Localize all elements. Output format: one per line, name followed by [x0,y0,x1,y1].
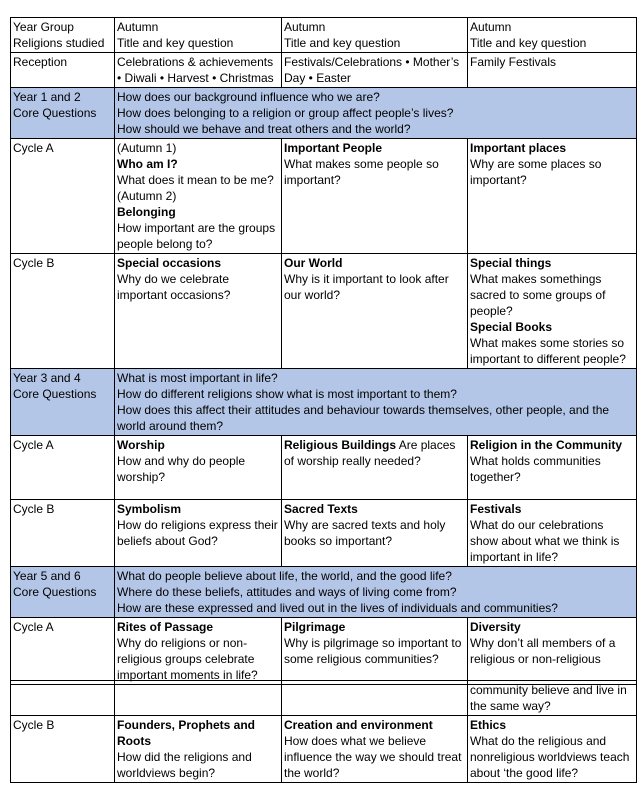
term-note: (Autumn 1) [117,141,177,155]
y56-cycle-a-col-3 [468,618,637,685]
core-question: How are these expressed and lived out in the lives of individuals and communities? [117,601,558,615]
y34-cycle-b-col-2 [282,500,468,567]
header-title-key-question: Title and key question [284,36,401,50]
reception-topics-1: Celebrations & achievements • Diwali • Harvest • Christmas [115,53,282,88]
header-cell-year-group [11,18,115,53]
unit-question: What do our celebrations show about what we think is important in life? [470,518,620,564]
header-cell-autumn-2 [282,18,468,53]
unit-question: Why do we celebrate important occasions? [117,272,231,302]
term-note: (Autumn 2) [117,189,177,203]
y56-cycle-a-col-1 [115,618,282,685]
y56-cycle-b-col-3 [468,716,637,783]
reception-topics-3: Family Festivals [468,53,637,88]
unit-question: How important are the groups people belong to? [117,221,276,251]
reception-row [11,53,637,88]
core-question: How does this affect their attitudes and behaviour towards themselves, other people, and the world around them? [117,403,610,433]
y34-cycle-b-col-3 [468,500,637,567]
cycle-label: Cycle A [11,139,115,254]
curriculum-table-page-1 [10,17,637,685]
y56-core-questions [115,567,637,618]
unit-question: How and why do people worship? [117,454,246,484]
reception-label: Reception [11,53,115,88]
unit-question: What makes somethings sacred to some groups of people? [470,272,606,318]
y12-cycle-a-col-1 [115,139,282,254]
unit-title: Special things [470,256,552,270]
unit-title: Special occasions [117,256,222,270]
y34-cycle-a-col-1 [115,436,282,500]
header-religions-studied: Religions studied [13,36,105,50]
y56-cycle-b-col-1 [115,716,282,783]
y12-cycle-b-col-1 [115,254,282,369]
unit-title: Important People [284,141,383,155]
unit-question: Why do religions or non-religious groups celebrate important moments in life? [117,636,258,682]
unit-question: What makes some people so important? [284,157,439,187]
y12-cycle-a-col-3 [468,139,637,254]
empty-cell [11,681,115,716]
core-question: How does our background influence who we are? [117,90,380,104]
y34-cycle-b-row [11,500,637,567]
cycle-label: Cycle A [11,436,115,500]
header-autumn: Autumn [117,20,159,34]
header-cell-autumn-1 [115,18,282,53]
y34-cycle-a-row [11,436,637,500]
unit-title: Our World [284,256,343,270]
core-question: How should we behave and treat others and the world? [117,122,411,136]
y56-cycle-a-row [11,618,637,685]
header-autumn: Autumn [470,20,512,34]
y12-core-questions-label: Core Questions [13,106,97,120]
y34-cycle-b-col-1 [115,500,282,567]
cycle-label: Cycle B [11,716,115,783]
reception-topics-2: Festivals/Celebrations • Mother’s Day • Easter [282,53,468,88]
unit-question: What makes some stories so important to different people? [470,336,626,366]
y56-core-questions-row [11,567,637,618]
y12-label [11,88,115,139]
unit-title: Sacred Texts [284,502,358,516]
unit-title: Festivals [470,502,522,516]
y56-cycle-b-col-2 [282,716,468,783]
unit-question: Why don’t all members of a religious or non-religious [470,636,616,666]
core-question: Where do these beliefs, attitudes and ways of living come from? [117,585,457,599]
y12-cycle-a-row [11,139,637,254]
core-question: What do people believe about life, the world, and the good life? [117,569,452,583]
unit-question: How do religions express their beliefs about God? [117,518,278,548]
y12-cycle-b-col-3 [468,254,637,369]
unit-question: What does it mean to be me? [117,173,274,187]
unit-title: Diversity [470,620,521,634]
unit-question: Why is pilgrimage so important to some religious communities? [284,636,462,666]
unit-question: What do the religious and nonreligious worldviews teach about ‘the good life? [470,734,630,780]
unit-question: Why are sacred texts and holy books so important? [284,518,446,548]
unit-title-and-question: Religious Buildings Are places of worship really needed? [284,438,456,468]
unit-title: Rites of Passage [117,620,214,634]
y34-year-label: Year 3 and 4 [13,371,81,385]
y12-core-questions [115,88,637,139]
unit-title: Religion in the Community [470,438,622,452]
unit-question: How does what we believe influence the way we should treat the world? [284,734,462,780]
unit-question: Why are some places so important? [470,157,602,187]
cycle-label: Cycle B [11,254,115,369]
y56-cycle-a-col-2 [282,618,468,685]
y12-cycle-b-col-2 [282,254,468,369]
core-question: How does belonging to a religion or group affect people’s lives? [117,106,454,120]
empty-cell [282,681,468,716]
unit-title: Special Books [470,320,553,334]
unit-title: Creation and environment [284,718,433,732]
unit-question: How did the religions and worldviews begin? [117,750,252,780]
y34-label [11,369,115,436]
header-title-key-question: Title and key question [470,36,587,50]
y56-cycle-a-col-3-continued: community believe and live in the same way? [468,681,637,716]
unit-question: What holds communities together? [470,454,601,484]
unit-title: Pilgrimage [284,620,346,634]
unit-title: Ethics [470,718,507,732]
y12-core-questions-row [11,88,637,139]
y12-cycle-b-row [11,254,637,369]
cycle-label: Cycle A [11,618,115,685]
empty-cell [115,681,282,716]
y56-year-label: Year 5 and 6 [13,569,81,583]
y56-cycle-a-continued-row [11,681,637,716]
header-row [11,18,637,53]
header-title-key-question: Title and key question [117,36,234,50]
unit-question: Why is it important to look after our world? [284,272,449,302]
y34-core-questions [115,369,637,436]
unit-title: Symbolism [117,502,182,516]
header-autumn: Autumn [284,20,326,34]
y34-cycle-a-col-2 [282,436,468,500]
y12-year-label: Year 1 and 2 [13,90,81,104]
core-question: How do different religions show what is most important to them? [117,387,457,401]
unit-title: Who am I? [117,157,178,171]
unit-title: Important places [470,141,567,155]
y34-core-questions-row [11,369,637,436]
unit-title: Worship [117,438,165,452]
core-question: What is most important in life? [117,371,278,385]
y34-cycle-a-col-3 [468,436,637,500]
unit-title: Founders, Prophets and Roots [117,718,256,748]
y34-core-questions-label: Core Questions [13,387,97,401]
curriculum-table-page-2 [10,680,637,783]
cycle-label: Cycle B [11,500,115,567]
header-year-group: Year Group [13,20,74,34]
header-cell-autumn-3 [468,18,637,53]
y12-cycle-a-col-2 [282,139,468,254]
y56-core-questions-label: Core Questions [13,585,97,599]
y56-cycle-b-row [11,716,637,783]
unit-title: Belonging [117,205,176,219]
y56-label [11,567,115,618]
